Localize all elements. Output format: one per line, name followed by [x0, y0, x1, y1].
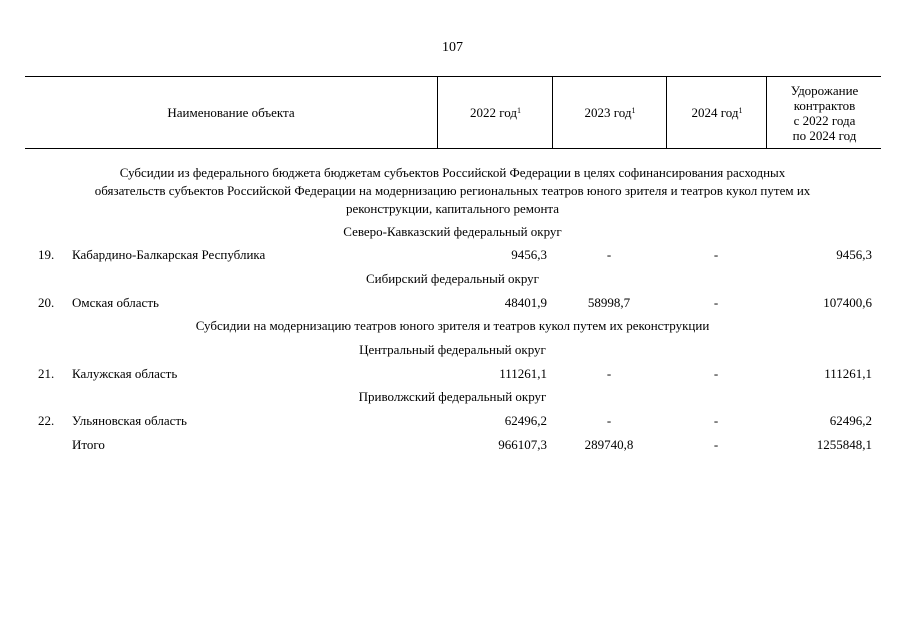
footnote-mark: 1: [631, 106, 636, 115]
footnote-mark: 1: [517, 106, 521, 115]
table-row: [25, 246, 881, 264]
total-value-rise: 1255848,1: [816, 437, 872, 452]
district-heading: Центральный федеральный округ: [359, 342, 546, 357]
header-rise-line: контрактов: [793, 97, 856, 113]
header-name-label: Наименование объекта: [167, 105, 295, 120]
header-2024-column: [666, 77, 767, 148]
row-name: Ульяновская область: [72, 413, 187, 428]
row-number: 21.: [38, 366, 55, 381]
page-number: 107: [442, 40, 463, 55]
section1-title-line: Субсидии из федерального бюджета бюджетам субъектов Российской Федерации в целях софинансирования расходных: [119, 165, 786, 180]
district-heading: Сибирский федеральный округ: [365, 271, 540, 286]
header-name-column: [25, 77, 437, 148]
row-number: 20.: [38, 295, 55, 310]
header-2024-label: 2024 год: [691, 105, 739, 120]
row-value-2022: 62496,2: [504, 413, 547, 428]
row-value-rise: 107400,6: [823, 295, 872, 310]
table-row: [25, 294, 881, 312]
row-value-2023: -: [606, 413, 612, 428]
row-value-rise: 111261,1: [824, 366, 872, 381]
row-value-2023: -: [606, 366, 612, 381]
row-name: Кабардино-Балкарская Республика: [72, 247, 266, 262]
row-value-2024: -: [713, 413, 719, 428]
footnote-mark: 1: [738, 106, 743, 115]
row-value-rise: 62496,2: [829, 413, 872, 428]
section2-title: Субсидии на модернизацию театров юного зрителя и театров кукол путем их реконструкции: [195, 318, 710, 333]
row-value-2022: 48401,9: [504, 295, 547, 310]
header-rise-line: Удорожание: [790, 82, 859, 98]
total-value-2023: 289740,8: [584, 437, 634, 452]
table-row: [25, 365, 881, 383]
header-rise-line: с 2022 года: [793, 112, 856, 128]
district-heading: Северо-Кавказский федеральный округ: [343, 224, 562, 239]
header-2022-column: [437, 77, 553, 148]
row-value-2024: -: [713, 247, 719, 262]
row-value-2022: 9456,3: [511, 247, 547, 262]
header-2022-label: 2022 год: [470, 105, 517, 120]
section1-title-line: обязательств субъектов Российской Федерации на модернизацию региональных театров юного зрителя и театров кукол путем их: [94, 183, 811, 198]
table-header: [25, 76, 881, 149]
total-label: Итого: [72, 437, 105, 452]
total-value-2024: -: [713, 437, 719, 452]
row-value-rise: 9456,3: [836, 247, 872, 262]
header-rise-column: [766, 77, 882, 148]
row-value-2022: 111261,1: [499, 366, 547, 381]
district-heading: Приволжский федеральный округ: [358, 389, 547, 404]
row-value-2023: 58998,7: [587, 295, 631, 310]
header-2023-column: [552, 77, 667, 148]
total-row: [25, 436, 881, 454]
row-number: 19.: [38, 247, 55, 262]
header-2023-label: 2023 год: [584, 105, 632, 120]
row-value-2023: -: [606, 247, 612, 262]
row-name: Омская область: [72, 295, 159, 310]
row-number: 22.: [38, 413, 55, 428]
row-name: Калужская область: [72, 366, 178, 381]
section1-title-line: реконструкции, капитального ремонта: [345, 201, 560, 216]
table-row: [25, 412, 881, 430]
header-rise-line: по 2024 год: [792, 127, 857, 143]
row-value-2024: -: [713, 366, 719, 381]
row-value-2024: -: [713, 295, 719, 310]
total-value-2022: 966107,3: [498, 437, 547, 452]
